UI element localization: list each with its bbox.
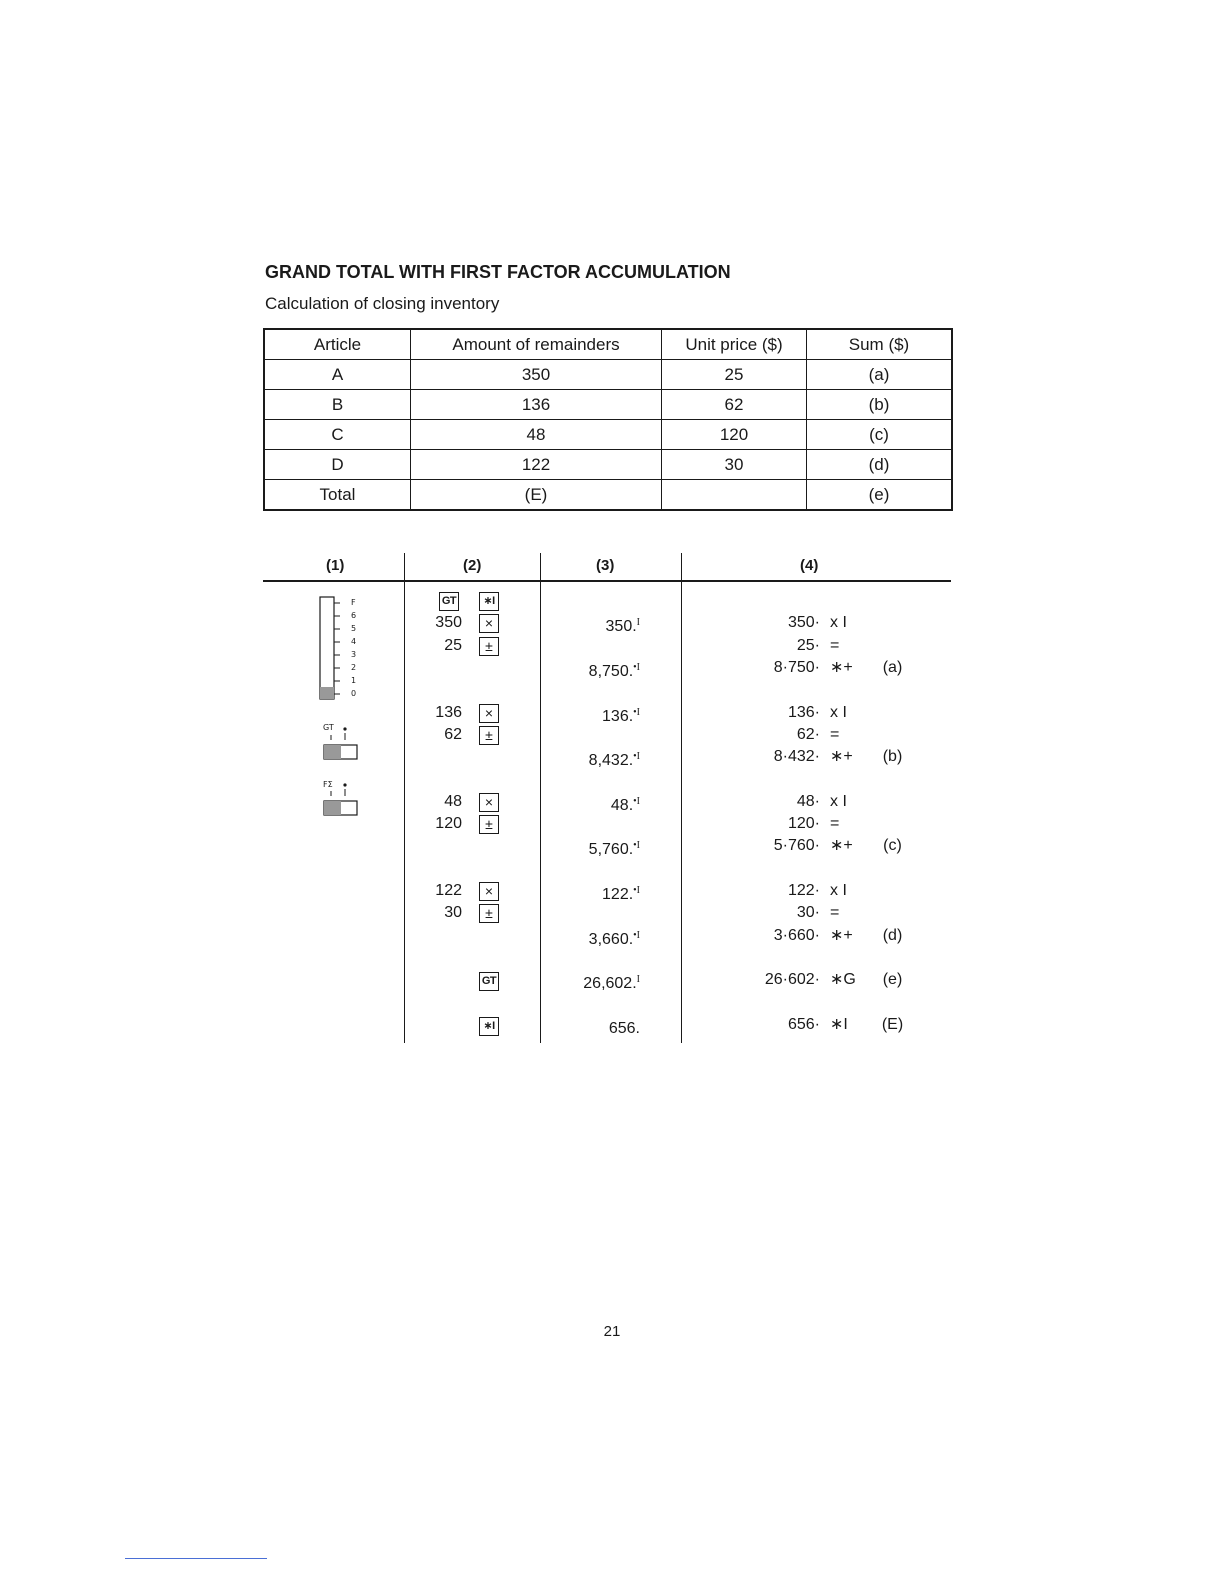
printout-symbol: x I (830, 882, 847, 899)
printout-number: 656· (787, 1016, 820, 1033)
display-readout: 8,432.$^{•I}$ (588, 751, 640, 769)
printout-symbol: ∗+ (830, 837, 853, 854)
fsum-switch-label: FΣ (323, 780, 333, 789)
entry-number: 48 (444, 793, 462, 810)
table-row (264, 420, 952, 450)
decimal-label: 0 (351, 689, 357, 698)
multiply-key-icon: × (479, 614, 499, 633)
fsum-switch-icon (322, 780, 360, 818)
plus-equal-key-icon: ± (479, 815, 499, 834)
printout-symbol: x I (830, 793, 847, 810)
entry-number: 136 (435, 704, 462, 721)
decimal-slider-icon (318, 595, 340, 703)
table-cell: D (264, 450, 411, 480)
result-label: (d) (882, 927, 903, 944)
table-row (264, 390, 952, 420)
gt-switch-label: GT (323, 723, 334, 732)
table-cell: 62 (662, 390, 807, 420)
printout-number: 3·660· (773, 927, 820, 944)
table-cell: A (264, 360, 411, 390)
display-readout: 26,602.$^I$ (583, 974, 640, 992)
table-cell: (b) (807, 390, 953, 420)
result-label: (c) (883, 837, 902, 854)
decimal-label: F (351, 598, 356, 607)
printout-number: 30· (796, 904, 820, 921)
printout-symbol: = (830, 815, 840, 832)
result-label: (e) (882, 971, 903, 988)
entry-number: 350 (435, 614, 462, 631)
table-cell (662, 480, 807, 511)
display-readout: 122.$^{•I}$ (602, 885, 640, 903)
gt-switch-icon (322, 724, 360, 762)
display-readout: 48.$^{•I}$ (610, 796, 640, 814)
printout-number: 8·750· (773, 659, 820, 676)
display-readout: 3,660.$^{•I}$ (588, 930, 640, 948)
decimal-label: 3 (351, 650, 357, 659)
multiply-key-icon: × (479, 793, 499, 812)
table-cell: 25 (662, 360, 807, 390)
table-row-total (264, 480, 952, 511)
display-readout: 8,750.$^{•I}$ (588, 662, 640, 680)
printout-symbol: = (830, 726, 840, 743)
display-readout: 5,760.$^{•I}$ (588, 840, 640, 858)
table-cell: (d) (807, 450, 953, 480)
table-cell: Total (264, 480, 411, 511)
result-label: (E) (881, 1016, 904, 1033)
printout-symbol: x I (830, 614, 847, 631)
result-label: (b) (882, 748, 903, 765)
star-i-key-icon: ∗I (479, 1017, 499, 1036)
decimal-label: 1 (351, 676, 357, 685)
result-label: (a) (882, 659, 903, 676)
printout-symbol: ∗+ (830, 748, 853, 765)
op-header-2: (2) (463, 557, 482, 574)
entry-number: 122 (435, 882, 462, 899)
table-header: Article (264, 329, 411, 360)
table-header: Sum ($) (807, 329, 953, 360)
printout-symbol: ∗I (830, 1016, 848, 1033)
footer-rule (125, 1558, 267, 1559)
table-row (264, 360, 952, 390)
printout-number: 26·602· (764, 971, 820, 988)
star-i-key-icon: ∗I (479, 592, 499, 611)
entry-number: 62 (444, 726, 462, 743)
gt-key-icon: GT (479, 972, 499, 991)
table-header: Amount of remainders (411, 329, 662, 360)
entry-number: 120 (435, 815, 462, 832)
decimal-label: 2 (351, 663, 357, 672)
page-number: 21 (603, 1323, 621, 1340)
table-cell: B (264, 390, 411, 420)
display-readout: 136.$^{•I}$ (602, 707, 640, 725)
printout-number: 350· (787, 614, 820, 631)
printout-symbol: ∗G (830, 971, 856, 988)
printout-number: 48· (796, 793, 820, 810)
page-subtitle: Calculation of closing inventory (265, 294, 500, 313)
op-header-3: (3) (596, 557, 615, 574)
multiply-key-icon: × (479, 704, 499, 723)
table-cell: 122 (411, 450, 662, 480)
printout-symbol: x I (830, 704, 847, 721)
inventory-table (263, 328, 953, 511)
table-cell: 120 (662, 420, 807, 450)
printout-number: 62· (796, 726, 820, 743)
table-cell: (e) (807, 480, 953, 511)
table-header-row (264, 329, 952, 360)
printout-number: 5·760· (773, 837, 820, 854)
table-header: Unit price ($) (662, 329, 807, 360)
column-divider (681, 553, 682, 1043)
display-readout: 656. (608, 1020, 640, 1037)
printout-symbol: ∗+ (830, 659, 853, 676)
table-cell: (a) (807, 360, 953, 390)
table-cell: 30 (662, 450, 807, 480)
plus-equal-key-icon: ± (479, 904, 499, 923)
entry-number: 30 (444, 904, 462, 921)
plus-equal-key-icon: ± (479, 726, 499, 745)
table-cell: (E) (411, 480, 662, 511)
printout-number: 8·432· (773, 748, 820, 765)
printout-symbol: ∗+ (830, 927, 853, 944)
gt-key-icon: GT (439, 592, 459, 611)
op-header-4: (4) (800, 557, 819, 574)
multiply-key-icon: × (479, 882, 499, 901)
table-cell: (c) (807, 420, 953, 450)
section-rule (263, 580, 951, 582)
display-readout: 350.$^I$ (605, 617, 640, 635)
printout-symbol: = (830, 637, 840, 654)
plus-equal-key-icon: ± (479, 637, 499, 656)
op-header-1: (1) (326, 557, 345, 574)
printout-number: 25· (796, 637, 820, 654)
decimal-label: 5 (351, 624, 357, 633)
table-row (264, 450, 952, 480)
table-cell: 48 (411, 420, 662, 450)
printout-number: 122· (787, 882, 820, 899)
decimal-label: 4 (351, 637, 357, 646)
printout-symbol: = (830, 904, 840, 921)
printout-number: 136· (787, 704, 820, 721)
table-cell: 136 (411, 390, 662, 420)
table-cell: C (264, 420, 411, 450)
page-title: GRAND TOTAL WITH FIRST FACTOR ACCUMULATION (265, 262, 731, 282)
printout-number: 120· (787, 815, 820, 832)
table-cell: 350 (411, 360, 662, 390)
entry-number: 25 (444, 637, 462, 654)
decimal-label: 6 (351, 611, 357, 620)
